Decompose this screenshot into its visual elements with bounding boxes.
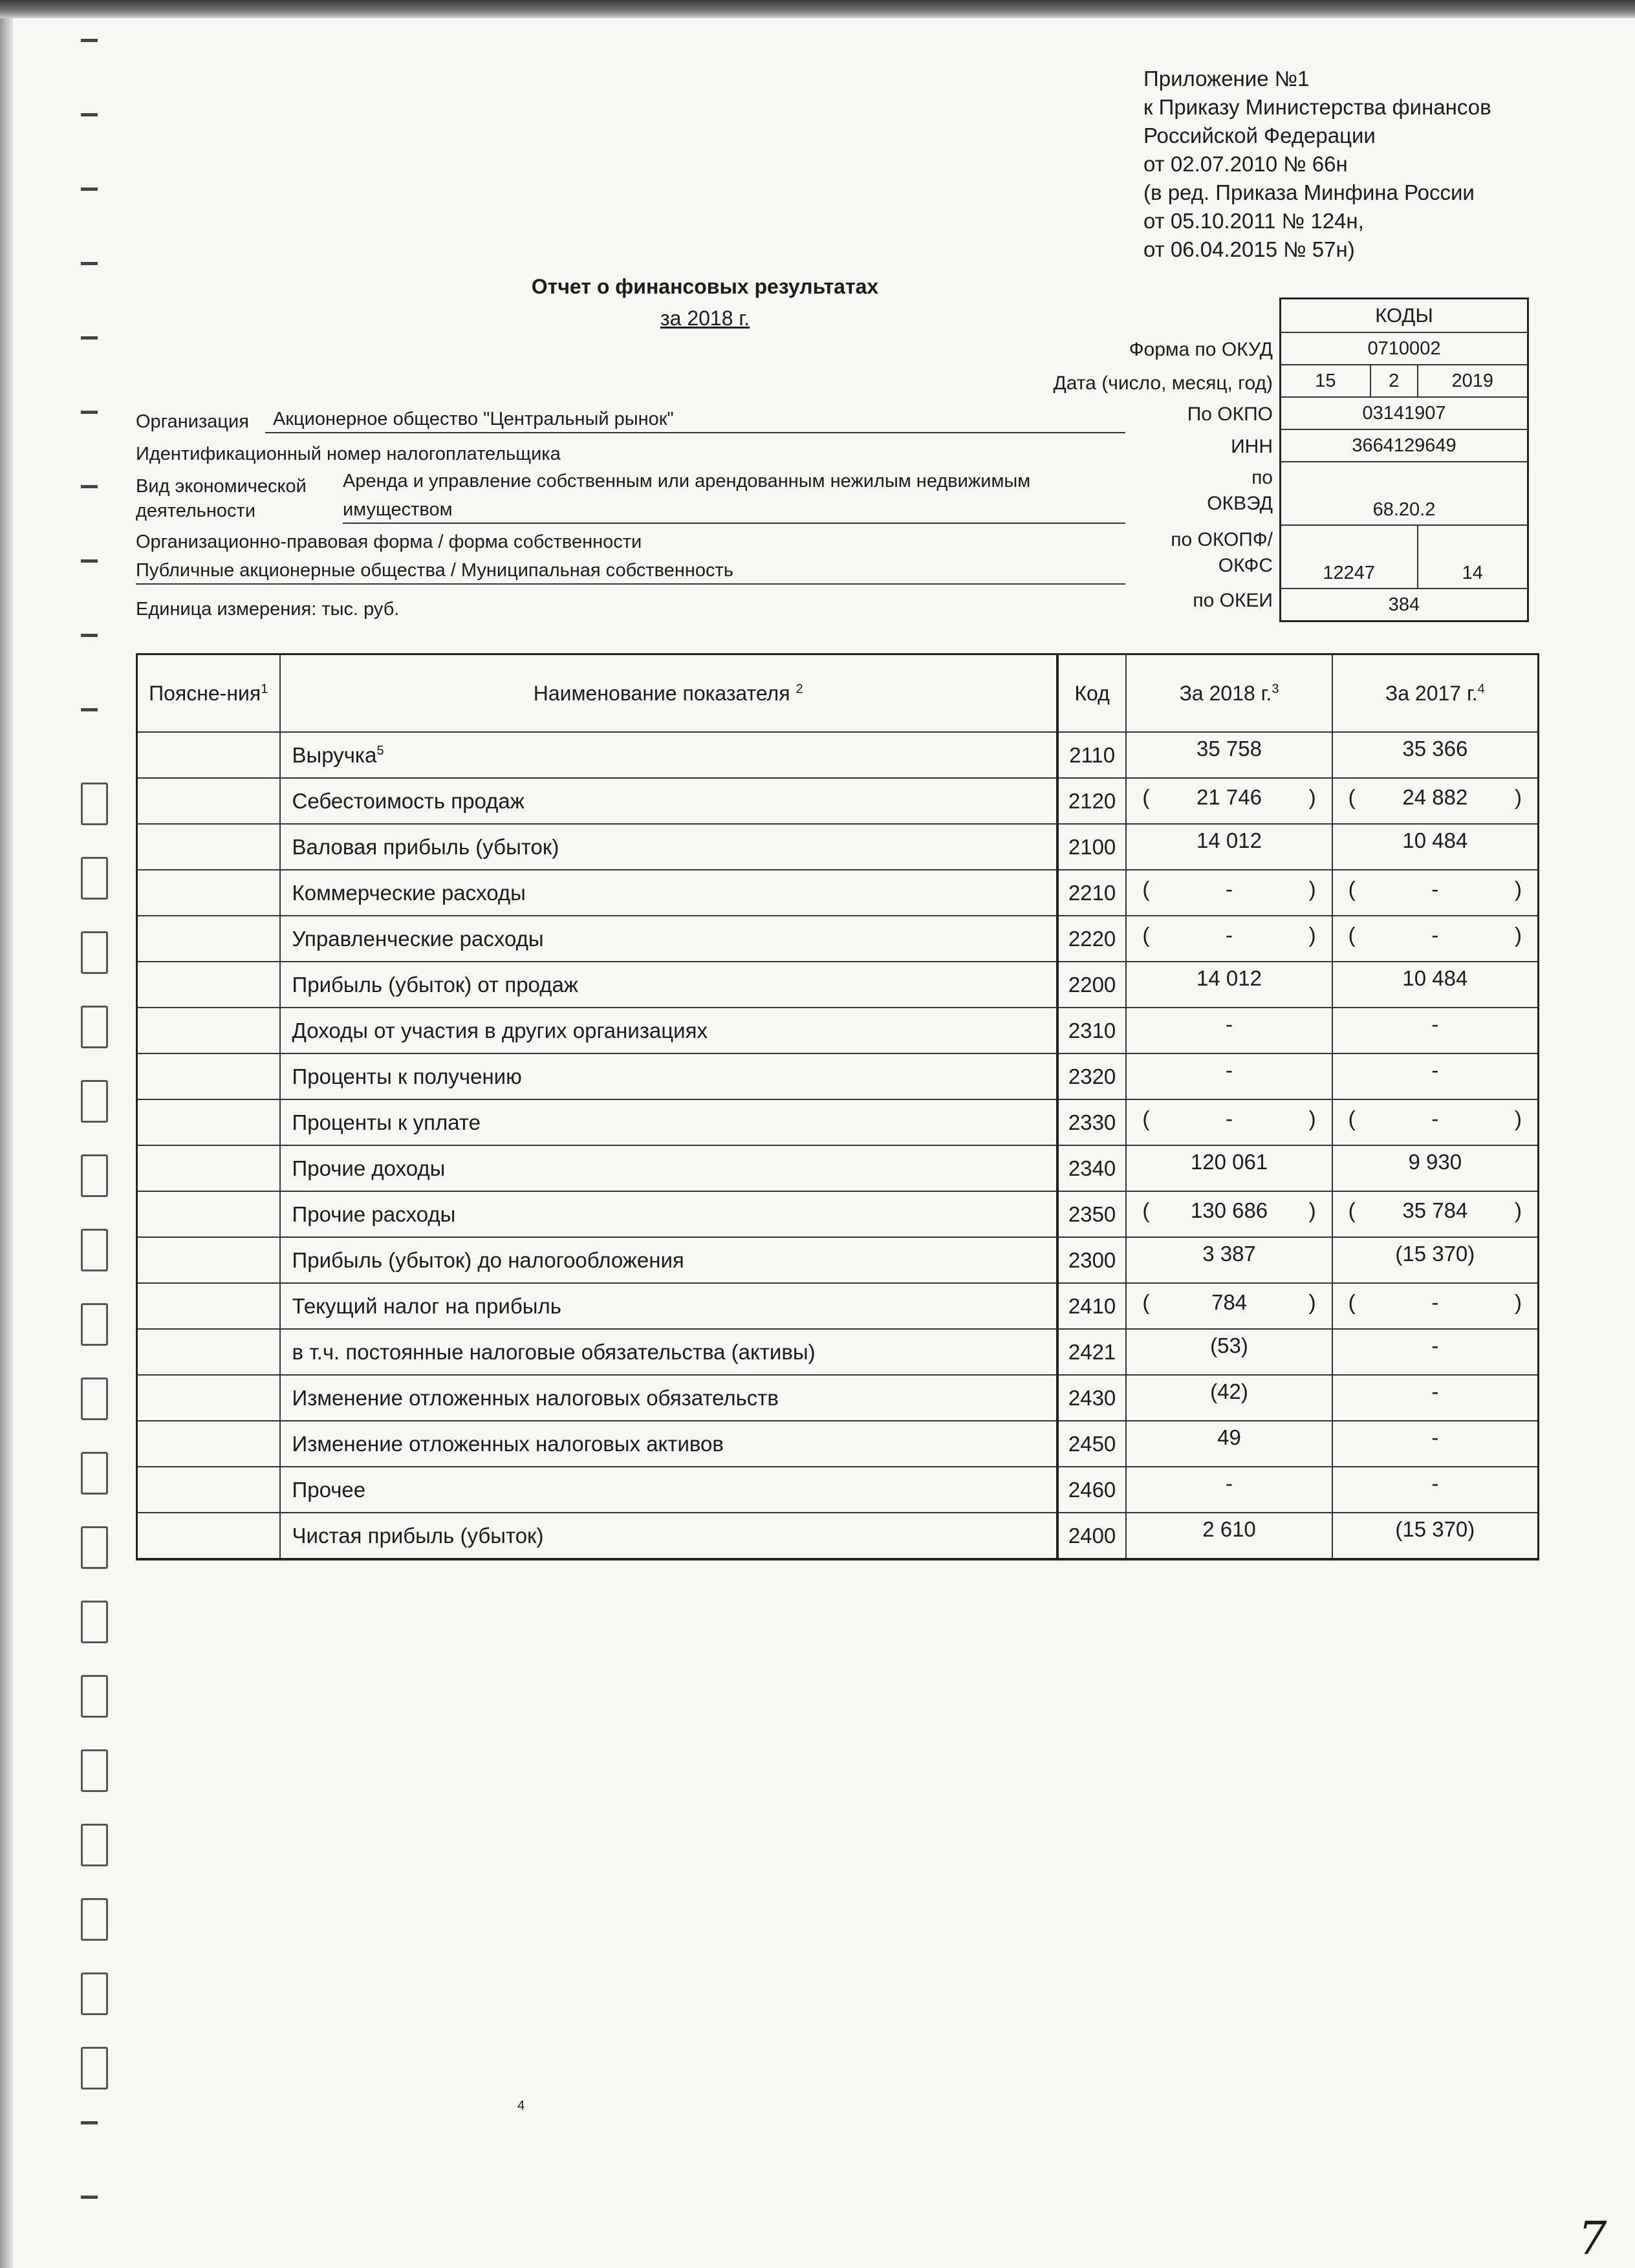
row-value-text: - — [1431, 1058, 1439, 1082]
table-row — [137, 1421, 1539, 1467]
row-value-2018 — [1126, 824, 1332, 870]
activity-value-2: имуществом — [343, 499, 453, 520]
binding-mark — [81, 39, 98, 42]
row-note — [137, 1513, 280, 1559]
binding-mark — [81, 1303, 108, 1346]
col-cur-sup: 3 — [1272, 681, 1279, 696]
table-row — [137, 1008, 1539, 1053]
table-row — [137, 1283, 1539, 1329]
table-row — [137, 916, 1539, 962]
row-note — [137, 1237, 280, 1283]
binding-mark — [81, 1601, 108, 1643]
row-value-2018 — [1126, 1053, 1332, 1099]
col-prev-label: За 2017 г. — [1385, 681, 1478, 705]
row-value-text: - — [1226, 1471, 1233, 1495]
report-period: за 2018 г. — [660, 307, 750, 330]
row-note — [137, 870, 280, 916]
open-paren: ( — [1142, 877, 1150, 901]
open-paren: ( — [1348, 923, 1356, 947]
close-paren: ) — [1308, 1198, 1316, 1222]
binding-mark — [81, 411, 98, 414]
row-name — [280, 824, 1057, 870]
row-value-text: 130 686 — [1190, 1198, 1268, 1222]
row-value-2017 — [1332, 732, 1539, 778]
row-value-text: - — [1226, 923, 1233, 947]
row-value-text: - — [1431, 1012, 1439, 1036]
row-value-text: - — [1431, 1290, 1439, 1314]
row-name — [280, 1283, 1057, 1329]
row-name — [280, 732, 1057, 778]
binding-mark — [81, 1452, 108, 1495]
row-value-text: - — [1226, 1058, 1233, 1082]
row-value-2017 — [1332, 1099, 1539, 1145]
row-value-2017 — [1332, 1467, 1539, 1513]
row-note — [137, 1375, 280, 1421]
binding-mark — [81, 2047, 108, 2090]
row-value-2017 — [1332, 1053, 1539, 1099]
col-note-label: Поясне-ния — [149, 681, 261, 705]
binding-mark — [81, 485, 98, 488]
binding-mark — [81, 1006, 108, 1048]
binding-mark — [81, 708, 98, 711]
row-code: 2300 — [1057, 1237, 1127, 1283]
row-value-text: 14 012 — [1196, 828, 1262, 852]
row-value-text: (42) — [1210, 1379, 1248, 1403]
row-value-2017 — [1332, 1375, 1539, 1421]
close-paren: ) — [1515, 923, 1522, 947]
row-value-2018 — [1126, 1145, 1332, 1191]
row-value-text: 9 930 — [1408, 1150, 1462, 1174]
row-name-text: Прибыль (убыток) от продаж — [292, 972, 578, 997]
row-value-text: 10 484 — [1402, 966, 1468, 990]
row-value-2018 — [1126, 1513, 1332, 1559]
binding-mark — [81, 2121, 98, 2124]
okud-label: Форма по ОКУД — [1129, 339, 1273, 360]
binding-mark — [81, 931, 108, 974]
close-paren: ) — [1308, 923, 1316, 947]
binding-mark — [81, 113, 98, 116]
row-value-2018 — [1126, 1237, 1332, 1283]
row-note — [137, 1467, 280, 1513]
row-note — [137, 824, 280, 870]
col-note-sup: 1 — [261, 681, 268, 696]
open-paren: ( — [1142, 923, 1150, 947]
col-prev-sup: 4 — [1477, 681, 1485, 696]
row-code: 2430 — [1057, 1375, 1127, 1421]
binding-strip — [36, 39, 120, 2251]
row-name-text: Изменение отложенных налоговых активов — [292, 1431, 724, 1456]
row-value-2017 — [1332, 1145, 1539, 1191]
row-note — [137, 1283, 280, 1329]
table-row — [137, 1191, 1539, 1237]
table-row — [137, 1513, 1539, 1559]
col-cur-header — [1126, 654, 1332, 733]
row-value-text: 21 746 — [1196, 785, 1262, 809]
row-name-text: Доходы от участия в других организациях — [292, 1018, 708, 1042]
row-value-text: (15 370) — [1395, 1517, 1475, 1541]
row-name-text: Прибыль (убыток) до налогообложения — [292, 1247, 684, 1272]
col-name-sup: 2 — [796, 681, 803, 696]
row-value-text: - — [1431, 1334, 1439, 1357]
row-name — [280, 1421, 1057, 1467]
open-paren: ( — [1142, 1290, 1150, 1314]
col-note-header — [137, 654, 280, 733]
inn-label: ИНН — [1231, 436, 1273, 457]
okopf-label-1: по ОКОПФ/ — [1171, 529, 1273, 550]
legal-form-value: Публичные акционерные общества / Муниципальная собственность — [136, 560, 733, 581]
binding-mark — [81, 1526, 108, 1569]
binding-mark — [81, 1675, 108, 1718]
table-row — [137, 1053, 1539, 1099]
row-value-2017 — [1332, 1283, 1539, 1329]
table-row — [137, 1329, 1539, 1375]
table-row — [137, 870, 1539, 916]
legal-form: Организационно-правовая форма / форма собственности — [136, 532, 642, 552]
row-name — [280, 962, 1057, 1008]
close-paren: ) — [1308, 1290, 1316, 1314]
table-row — [137, 1099, 1539, 1145]
row-code: 2400 — [1057, 1513, 1127, 1559]
open-paren: ( — [1348, 1107, 1356, 1130]
table-row — [137, 732, 1539, 778]
row-name-text: Прочее — [292, 1477, 366, 1502]
row-value-text: 14 012 — [1196, 966, 1262, 990]
binding-mark — [81, 1080, 108, 1123]
row-value-2017 — [1332, 1421, 1539, 1467]
row-value-text: - — [1431, 1471, 1439, 1495]
row-name — [280, 1513, 1057, 1559]
row-value-2017 — [1332, 778, 1539, 824]
table-row — [137, 824, 1539, 870]
okpo-code: 03141907 — [1281, 397, 1528, 429]
codes-box — [1279, 297, 1529, 622]
row-value-2017 — [1332, 1008, 1539, 1053]
table-row — [137, 1237, 1539, 1283]
row-value-2018 — [1126, 1099, 1332, 1145]
activity-underline — [343, 523, 1125, 524]
row-value-text: 35 784 — [1402, 1198, 1468, 1222]
row-value-2018 — [1126, 1375, 1332, 1421]
inn-code: 3664129649 — [1281, 429, 1528, 462]
row-value-2018 — [1126, 870, 1332, 916]
okfs-code: 14 — [1418, 525, 1528, 589]
row-value-2017 — [1332, 962, 1539, 1008]
row-value-2018 — [1126, 1191, 1332, 1237]
row-value-text: - — [1431, 923, 1439, 947]
row-value-text: 120 061 — [1190, 1150, 1268, 1174]
unit-label: Единица измерения: тыс. руб. — [136, 599, 400, 620]
row-value-2018 — [1126, 962, 1332, 1008]
row-value-2018 — [1126, 1283, 1332, 1329]
close-paren: ) — [1308, 877, 1316, 901]
okei-code: 384 — [1281, 589, 1528, 621]
row-value-2017 — [1332, 1191, 1539, 1237]
row-value-2017 — [1332, 1329, 1539, 1375]
row-value-text: - — [1431, 1425, 1439, 1449]
row-note — [137, 1421, 280, 1467]
okud-code: 0710002 — [1281, 332, 1528, 365]
okopf-label-2: ОКФС — [1218, 555, 1273, 576]
row-value-text: 10 484 — [1402, 828, 1468, 852]
row-name-text: Проценты к уплате — [292, 1110, 481, 1134]
row-name-text: Выручка — [292, 742, 377, 767]
row-note — [137, 916, 280, 962]
row-name — [280, 1237, 1057, 1283]
row-code: 2120 — [1057, 778, 1127, 824]
table-row — [137, 1145, 1539, 1191]
binding-mark — [81, 1377, 108, 1420]
open-paren: ( — [1348, 1290, 1356, 1314]
row-name — [280, 1329, 1057, 1375]
date-label: Дата (число, месяц, год) — [1053, 373, 1273, 394]
activity-value-1: Аренда и управление собственным или арендованным нежилым недвижимым — [343, 471, 1031, 491]
row-value-text: 35 758 — [1196, 737, 1262, 761]
row-value-2017 — [1332, 1237, 1539, 1283]
row-value-text: - — [1431, 1107, 1439, 1130]
binding-mark — [81, 634, 98, 637]
row-name — [280, 870, 1057, 916]
appendix-note: Приложение №1 к Приказу Министерства финансов Российской Федерации от 02.07.2010 № 66н (в ред. Приказа Минфина России от 05.10.2011 № 124н, от 06.04.2015 № 57н) — [1143, 67, 1491, 261]
legal-form-underline — [136, 583, 1125, 585]
okpo-label: По ОКПО — [1187, 404, 1273, 425]
row-name-text: Валовая прибыль (убыток) — [292, 834, 559, 859]
row-note — [137, 778, 280, 824]
row-value-2018 — [1126, 1329, 1332, 1375]
row-name-text: Проценты к получению — [292, 1064, 522, 1088]
date-month: 2 — [1370, 365, 1418, 397]
row-note — [137, 1145, 280, 1191]
col-name-label: Наименование показателя — [533, 681, 790, 705]
okopf-code: 12247 — [1281, 525, 1418, 589]
row-code: 2320 — [1057, 1053, 1127, 1099]
binding-mark — [81, 857, 108, 900]
binding-mark — [81, 1229, 108, 1271]
binding-mark — [81, 1898, 108, 1941]
report-title: Отчет о финансовых результатах — [531, 275, 879, 298]
okved-label-1: по — [1251, 467, 1273, 488]
row-code: 2330 — [1057, 1099, 1127, 1145]
binding-mark — [81, 559, 98, 563]
row-name-text: Прочие доходы — [292, 1156, 446, 1180]
row-code: 2220 — [1057, 916, 1127, 962]
row-code: 2100 — [1057, 824, 1127, 870]
open-paren: ( — [1142, 785, 1150, 809]
page-number: 7 — [1578, 2212, 1607, 2265]
binding-mark — [81, 2196, 98, 2199]
row-name — [280, 1053, 1057, 1099]
col-prev-header — [1332, 654, 1539, 733]
date-day: 15 — [1281, 365, 1370, 397]
scan-top-border — [0, 0, 1635, 18]
row-name — [280, 1145, 1057, 1191]
row-value-text: (53) — [1210, 1334, 1248, 1357]
close-paren: ) — [1515, 1107, 1522, 1130]
row-name-text: Чистая прибыль (убыток) — [292, 1523, 544, 1548]
binding-mark — [81, 783, 108, 825]
org-label: Организация — [136, 411, 249, 432]
org-underline — [265, 432, 1125, 433]
row-code: 2410 — [1057, 1283, 1127, 1329]
row-value-2018 — [1126, 1008, 1332, 1053]
row-value-2018 — [1126, 778, 1332, 824]
row-value-2018 — [1126, 1467, 1332, 1513]
row-value-text: - — [1431, 1379, 1439, 1403]
row-name-text: Коммерческие расходы — [292, 880, 526, 905]
row-name-text: Управленческие расходы — [292, 926, 544, 951]
row-value-text: - — [1226, 1107, 1233, 1130]
row-note — [137, 1053, 280, 1099]
row-note — [137, 1329, 280, 1375]
binding-mark — [81, 188, 98, 191]
row-value-2017 — [1332, 824, 1539, 870]
table-row — [137, 1375, 1539, 1421]
binding-mark — [81, 1972, 108, 2015]
row-name — [280, 916, 1057, 962]
row-name-text: Себестоимость продаж — [292, 788, 525, 813]
binding-mark — [81, 1154, 108, 1197]
row-code: 2200 — [1057, 962, 1127, 1008]
row-value-2018 — [1126, 732, 1332, 778]
row-note — [137, 1099, 280, 1145]
small-mark: 4 — [517, 2099, 525, 2113]
row-code: 2421 — [1057, 1329, 1127, 1375]
activity-label-1: Вид экономической — [136, 476, 307, 497]
financial-results-table — [136, 653, 1539, 1561]
table-header-row — [137, 654, 1539, 733]
row-value-text: (15 370) — [1395, 1242, 1475, 1266]
close-paren: ) — [1308, 785, 1316, 809]
row-code: 2340 — [1057, 1145, 1127, 1191]
col-code-header: Код — [1057, 654, 1127, 733]
open-paren: ( — [1142, 1107, 1150, 1130]
activity-label-2: деятельности — [136, 501, 256, 521]
row-name-text: Текущий налог на прибыль — [292, 1293, 561, 1318]
row-value-text: - — [1431, 877, 1439, 901]
row-value-text: 3 387 — [1202, 1242, 1256, 1266]
scan-left-edge — [0, 18, 13, 2268]
row-code: 2350 — [1057, 1191, 1127, 1237]
binding-mark — [81, 262, 98, 265]
row-value-text: 49 — [1217, 1425, 1241, 1449]
row-value-text: 784 — [1211, 1290, 1248, 1314]
inn-text: Идентификационный номер налогоплательщика — [136, 444, 561, 464]
row-note — [137, 1008, 280, 1053]
row-note — [137, 1191, 280, 1237]
row-name — [280, 1467, 1057, 1513]
row-value-2018 — [1126, 1421, 1332, 1467]
binding-mark — [81, 1824, 108, 1866]
okei-label: по ОКЕИ — [1193, 590, 1273, 611]
row-value-2017 — [1332, 916, 1539, 962]
row-value-text: 35 366 — [1402, 737, 1468, 761]
okved-label-2: ОКВЭД — [1207, 493, 1273, 514]
close-paren: ) — [1308, 1107, 1316, 1130]
row-code: 2450 — [1057, 1421, 1127, 1467]
row-value-text: - — [1226, 877, 1233, 901]
col-name-header — [280, 654, 1057, 733]
row-name-text: Прочие расходы — [292, 1202, 456, 1226]
binding-mark — [81, 336, 98, 340]
row-name-sup: 5 — [376, 743, 384, 758]
row-value-text: 2 610 — [1202, 1517, 1256, 1541]
row-value-2018 — [1126, 916, 1332, 962]
org-value: Акционерное общество "Центральный рынок" — [273, 409, 674, 429]
table-row — [137, 962, 1539, 1008]
row-value-text: 24 882 — [1402, 785, 1468, 809]
row-code: 2210 — [1057, 870, 1127, 916]
row-value-2017 — [1332, 1513, 1539, 1559]
open-paren: ( — [1348, 785, 1356, 809]
close-paren: ) — [1515, 1290, 1522, 1314]
row-name — [280, 1099, 1057, 1145]
row-value-text: - — [1226, 1012, 1233, 1036]
row-code: 2310 — [1057, 1008, 1127, 1053]
codes-header: КОДЫ — [1281, 299, 1528, 333]
row-name — [280, 1191, 1057, 1237]
row-name-text: в т.ч. постоянные налоговые обязательства (активы) — [292, 1339, 816, 1364]
open-paren: ( — [1348, 877, 1356, 901]
row-name — [280, 778, 1057, 824]
table-row — [137, 1467, 1539, 1513]
binding-mark — [81, 1749, 108, 1792]
open-paren: ( — [1348, 1198, 1356, 1222]
col-cur-label: За 2018 г. — [1179, 681, 1272, 705]
table-row — [137, 778, 1539, 824]
close-paren: ) — [1515, 877, 1522, 901]
row-note — [137, 732, 280, 778]
date-year: 2019 — [1418, 365, 1528, 397]
row-name-text: Изменение отложенных налоговых обязательств — [292, 1385, 779, 1410]
row-code: 2110 — [1057, 732, 1127, 778]
row-name — [280, 1008, 1057, 1053]
okved-code: 68.20.2 — [1281, 462, 1528, 525]
row-code: 2460 — [1057, 1467, 1127, 1513]
close-paren: ) — [1515, 785, 1522, 809]
row-value-2017 — [1332, 870, 1539, 916]
close-paren: ) — [1515, 1198, 1522, 1222]
row-name — [280, 1375, 1057, 1421]
row-note — [137, 962, 280, 1008]
open-paren: ( — [1142, 1198, 1150, 1222]
